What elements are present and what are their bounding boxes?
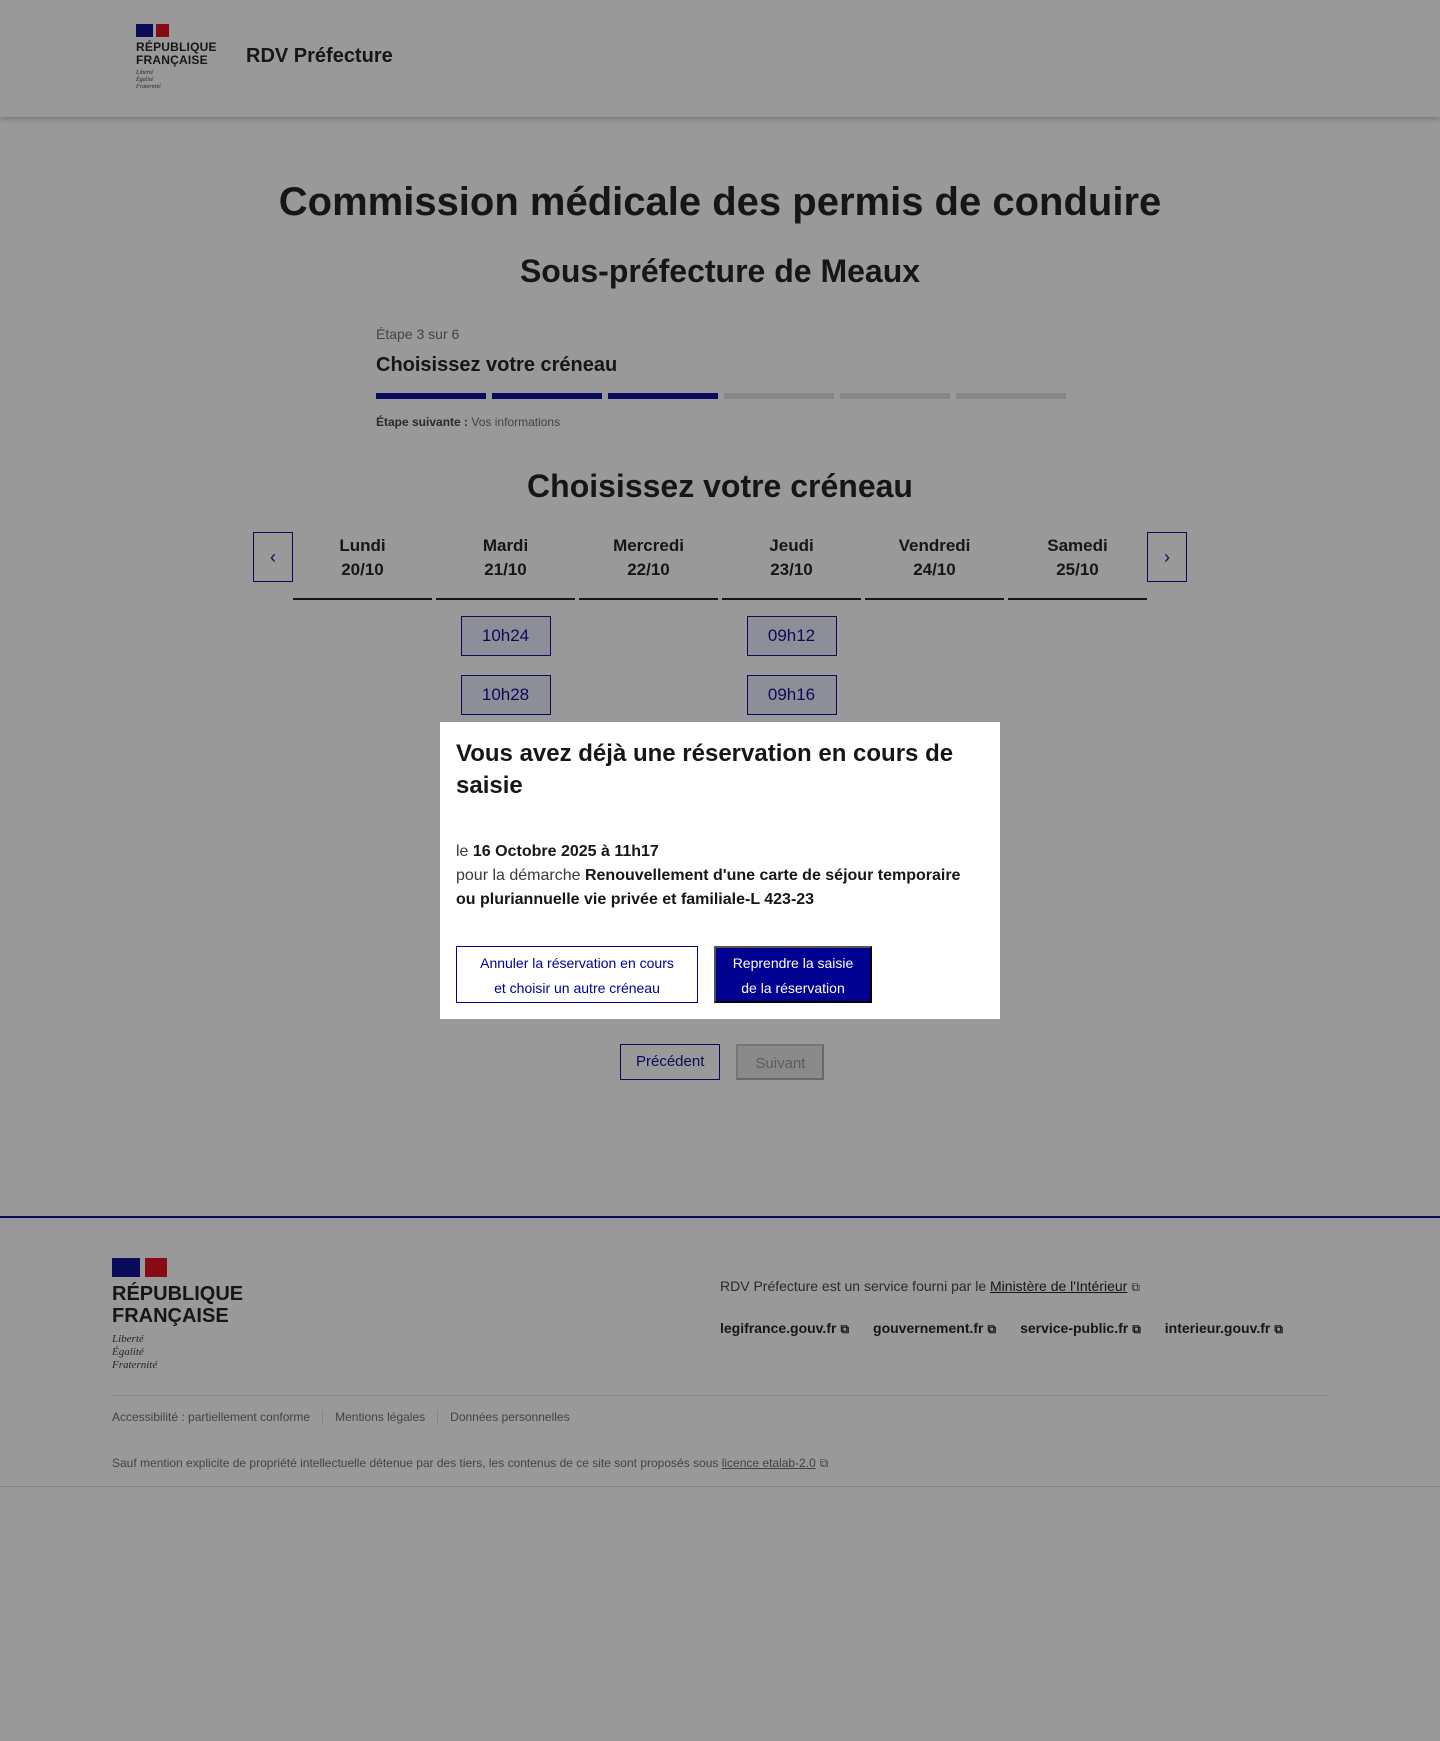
footer-logo-motto: Liberté Égalité Fraternité <box>112 1333 158 1371</box>
day-header: Jeudi 23/10 <box>722 532 861 600</box>
day-header: Lundi 20/10 <box>293 532 432 600</box>
reservation-date: 16 Octobre 2025 à 11h17 <box>472 843 659 860</box>
day-header: Vendredi 24/10 <box>865 532 1004 600</box>
footer-bottom-link[interactable]: Mentions légales <box>322 1410 437 1424</box>
external-link-icon: ⧉ <box>987 1322 997 1336</box>
page-subtitle: Sous-préfecture de Meaux <box>519 253 921 289</box>
resume-reservation-button[interactable]: Reprendre la saisie de la réservation <box>714 946 872 1003</box>
previous-button[interactable]: Précédent <box>620 1044 720 1080</box>
stepper-next: Étape suivante : Vos informations <box>376 415 561 429</box>
footer-license: Sauf mention explicite de propriété intellectuelle détenue par des tiers, les contenus de ce site sont proposés sous licence etalab-2.0 ⧉ <box>112 1456 829 1470</box>
next-button[interactable]: Suivant <box>736 1044 824 1080</box>
logo-motto: Liberté Égalité Fraternité <box>136 70 161 90</box>
footer-logo-text: RÉPUBLIQUE FRANÇAISE <box>112 1283 244 1327</box>
time-slot-button[interactable]: 10h24 <box>461 616 551 656</box>
footer-link[interactable]: service-public.fr ⧉ <box>1020 1320 1141 1336</box>
day-header: Mercredi 22/10 <box>579 532 718 600</box>
time-slot-button[interactable]: 10h28 <box>461 675 551 715</box>
chevron-right-icon: › <box>1164 546 1170 567</box>
external-link-icon: ⧉ <box>1131 1280 1140 1294</box>
footer-bottom-link[interactable]: Données personnelles <box>437 1410 581 1424</box>
ministere-link[interactable]: Ministère de l'Intérieur <box>990 1278 1128 1294</box>
stepper-title: Choisissez votre créneau <box>376 354 618 376</box>
external-link-icon: ⧉ <box>1274 1322 1283 1336</box>
service-name[interactable]: RDV Préfecture <box>246 45 393 67</box>
footer-link[interactable]: interieur.gouv.fr ⧉ <box>1164 1320 1283 1336</box>
slots-title: Choisissez votre créneau <box>527 468 913 504</box>
external-link-icon: ⧉ <box>819 1456 829 1470</box>
page-title: Commission médicale des permis de conduire <box>278 180 1162 224</box>
dialog-info: le 16 Octobre 2025 à 11h17 pour la démarche Renouvellement d'une carte de séjour temporaire ou pluriannuelle vie privée et familiale-L 423-23 <box>456 843 961 908</box>
time-slot-button[interactable]: 09h12 <box>747 616 837 656</box>
day-header: Samedi 25/10 <box>1008 532 1147 600</box>
external-link-icon: ⧉ <box>840 1322 850 1336</box>
footer-provided-by: RDV Préfecture est un service fourni par le Ministère de l'Intérieur ⧉ <box>720 1278 1140 1294</box>
stepper-count: Étape 3 sur 6 <box>376 326 460 342</box>
license-link[interactable]: licence etalab-2.0 <box>721 1456 816 1470</box>
logo-text: RÉPUBLIQUE FRANÇAISE <box>136 40 217 67</box>
time-slot-button[interactable]: 09h16 <box>747 675 837 715</box>
existing-reservation-dialog <box>440 722 1000 1019</box>
dialog-actions <box>456 946 872 1003</box>
cancel-reservation-button[interactable]: Annuler la réservation en cours et choisir un autre créneau <box>456 946 698 1003</box>
footer-link[interactable]: gouvernement.fr ⧉ <box>873 1320 997 1336</box>
chevron-left-icon: ‹ <box>270 546 276 567</box>
dialog-title: Vous avez déjà une réservation en cours de saisie <box>456 740 954 799</box>
day-header: Mardi 21/10 <box>436 532 575 600</box>
reservation-procedure: Renouvellement d'une carte de séjour temporaire ou pluriannuelle vie privée et familiale-L 423-23 <box>456 867 961 908</box>
external-link-icon: ⧉ <box>1132 1322 1141 1336</box>
footer-link[interactable]: legifrance.gouv.fr ⧉ <box>720 1320 850 1336</box>
footer-bottom-link[interactable]: Accessibilité : partiellement conforme <box>112 1410 311 1424</box>
